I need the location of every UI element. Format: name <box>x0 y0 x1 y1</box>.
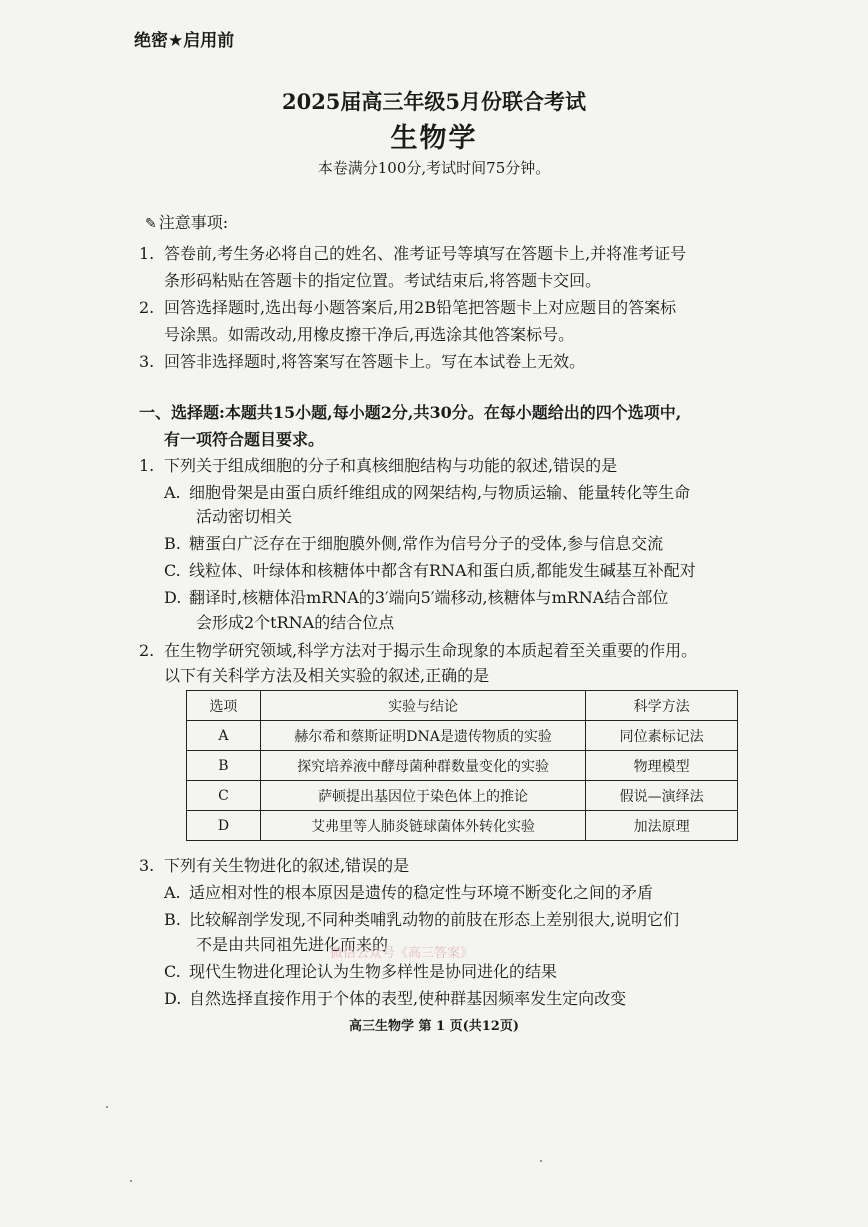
notice-item-2-cont: 号涂黑。如需改动,用橡皮擦干净后,再选涂其他答案标号。 <box>164 325 575 344</box>
table-cell: 探究培养液中酵母菌种群数量变化的实验 <box>260 751 585 781</box>
table-row <box>187 721 738 751</box>
table-cell: 加法原理 <box>586 811 738 841</box>
notice-item-3: 3. 回答非选择题时,将答案写在答题卡上。写在本试卷上无效。 <box>139 352 586 371</box>
q3-option-b: B. 比较解剖学发现,不同种类哺乳动物的前肢在形态上差别很大,说明它们 <box>164 910 680 929</box>
table-cell: 同位素标记法 <box>586 721 738 751</box>
method-table <box>186 690 738 841</box>
table-cell: 萨顿提出基因位于染色体上的推论 <box>260 781 585 811</box>
table-cell: 假说—演绎法 <box>586 781 738 811</box>
score-info: 本卷满分100分,考试时间75分钟。 <box>317 159 551 177</box>
question-2-stem-cont: 以下有关科学方法及相关实验的叙述,正确的是 <box>164 666 490 685</box>
table-header: 科学方法 <box>586 691 738 721</box>
table-cell: 物理模型 <box>586 751 738 781</box>
notice-heading: ✎ 注意事项: <box>145 213 229 232</box>
table-header: 实验与结论 <box>260 691 585 721</box>
q3-option-a: A. 适应相对性的根本原因是遗传的稳定性与环境不断变化之间的矛盾 <box>164 883 654 902</box>
table-cell: D <box>187 811 261 841</box>
q1-option-c: C. 线粒体、叶绿体和核糖体中都含有RNA和蛋白质,都能发生碱基互补配对 <box>164 561 696 580</box>
q3-option-c: C. 现代生物进化理论认为生物多样性是协同进化的结果 <box>164 962 558 981</box>
table-row <box>187 811 738 841</box>
q3-option-b-cont: 不是由共同祖先进化而来的 <box>196 935 389 954</box>
table-header: 选项 <box>187 691 261 721</box>
page-footer: 高三生物学 第 1 页(共12页) <box>348 1019 520 1034</box>
notice-item-1: 1. 答卷前,考生务必将自己的姓名、准考证号等填写在答题卡上,并将准考证号 <box>139 244 687 263</box>
scan-speck <box>106 1106 108 1108</box>
q1-option-a-cont: 活动密切相关 <box>196 507 293 526</box>
table-row <box>187 751 738 781</box>
q1-option-b: B. 糖蛋白广泛存在于细胞膜外侧,常作为信号分子的受体,参与信息交流 <box>164 534 664 553</box>
watermark: 微信公众号《高三答案》 <box>330 946 474 961</box>
q1-option-a: A. 细胞骨架是由蛋白质纤维组成的网架结构,与物质运输、能量转化等生命 <box>164 483 691 502</box>
scan-speck <box>540 1160 542 1162</box>
question-2-stem: 2. 在生物学研究领域,科学方法对于揭示生命现象的本质起着至关重要的作用。 <box>139 641 698 660</box>
table-row <box>187 781 738 811</box>
q3-option-d: D. 自然选择直接作用于个体的表型,使种群基因频率发生定向改变 <box>164 989 627 1008</box>
table-cell: 赫尔希和蔡斯证明DNA是遗传物质的实验 <box>260 721 585 751</box>
question-3-stem: 3. 下列有关生物进化的叙述,错误的是 <box>139 856 410 875</box>
notice-item-2: 2. 回答选择题时,选出每小题答案后,用2B铅笔把答题卡上对应题目的答案标 <box>139 298 677 317</box>
table-cell: A <box>187 721 261 751</box>
question-1-stem: 1. 下列关于组成细胞的分子和真核细胞结构与功能的叙述,错误的是 <box>139 456 618 475</box>
subject-title: 生物学 <box>390 123 478 154</box>
table-cell: B <box>187 751 261 781</box>
table-header-row <box>187 691 738 721</box>
exam-title: 2025届高三年级5月份联合考试 <box>281 89 587 114</box>
q1-option-d-cont: 会形成2个tRNA的结合位点 <box>196 613 395 632</box>
confidential-mark: 绝密★启用前 <box>134 31 235 51</box>
section-heading: 一、选择题:本题共15小题,每小题2分,共30分。在每小题给出的四个选项中, <box>139 403 682 422</box>
q1-option-d: D. 翻译时,核糖体沿mRNA的3′端向5′端移动,核糖体与mRNA结合部位 <box>164 588 669 607</box>
pen-icon: ✎ <box>145 216 157 232</box>
table-cell: C <box>187 781 261 811</box>
table-cell: 艾弗里等人肺炎链球菌体外转化实验 <box>260 811 585 841</box>
section-heading-cont: 有一项符合题目要求。 <box>164 430 325 449</box>
notice-item-1-cont: 条形码粘贴在答题卡的指定位置。考试结束后,将答题卡交回。 <box>164 271 602 290</box>
scan-speck <box>130 1180 132 1182</box>
